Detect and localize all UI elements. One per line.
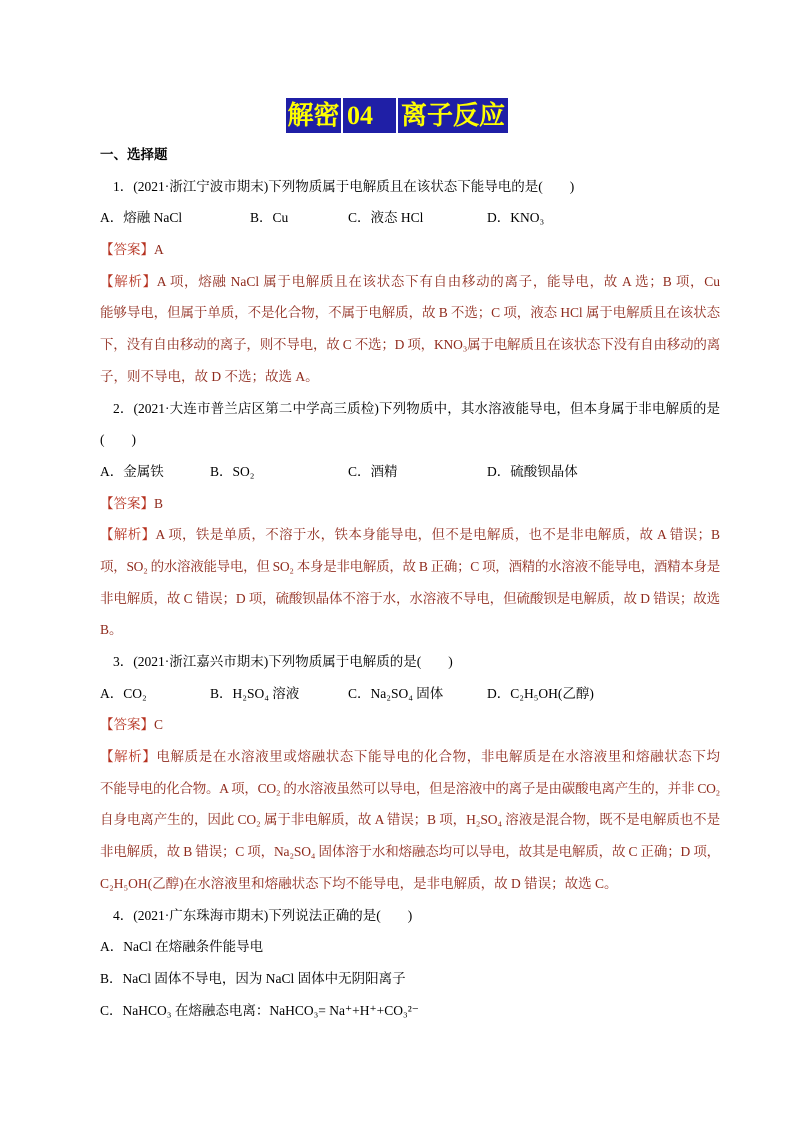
question-3-option-c: C．Na₂SO₄ 固体: [348, 685, 444, 701]
question-1-options: [100, 202, 720, 234]
answer-label: 【答案】: [100, 717, 154, 733]
question-3-option-b: B．H₂SO₄ 溶液: [210, 685, 300, 701]
analysis-text: A 项，铁是单质，不溶于水，铁本身能导电，但不是电解质，也不是非电解质，故 A 错误；B: [155, 527, 720, 543]
question-1-option-d: D．KNO₃: [487, 210, 545, 226]
question-2-analysis-line: 非电解质，故 C 错误；D 项，硫酸钡晶体不溶于水，水溶液不导电，但硫酸钡是电解质，故 D 错误；故选: [100, 590, 720, 606]
question-2-analysis-line: B。: [100, 622, 123, 638]
question-3-stem: 3．(2021·浙江嘉兴市期末)下列物质属于电解质的是( ): [113, 654, 453, 669]
question-3-analysis-line: C₂H₅OH(乙醇)在水溶液里和熔融状态下均不能导电，是非电解质，故 D 错误；故选 C。: [100, 875, 618, 891]
question-1-answer: [100, 234, 720, 266]
question-2-answer: [100, 488, 720, 520]
question-2-analysis-line: [100, 519, 720, 551]
question-3-option-d: D．C₂H₅OH(乙醇): [487, 685, 594, 701]
question-3-analysis-line: 不能导电的化合物。A 项，CO₂ 的水溶液虽然可以导电，但是溶液中的离子是由碳酸电离产生的，并非 CO₂: [100, 780, 720, 796]
question-2-stem-blank: ( ): [100, 432, 136, 448]
analysis-label: 【解析】: [100, 749, 157, 765]
question-3-analysis-line: 自身电离产生的，因此 CO₂ 属于非电解质，故 A 错误；B 项，H₂SO₄ 溶液是混合物，既不是电解质也不是: [100, 812, 720, 828]
question-1-analysis-line: [100, 266, 720, 298]
analysis-label: 【解析】: [100, 527, 156, 543]
analysis-text: A 项，熔融 NaCl 属于电解质且在该状态下有自由移动的离子，能导电，故 A 选；B 项，Cu: [156, 273, 720, 289]
answer-value: B: [154, 495, 164, 511]
page-title-banner: [286, 98, 508, 133]
question-section: [100, 139, 720, 1026]
question-3-answer: [100, 709, 720, 741]
question-2-option-d: D．硫酸钡晶体: [487, 463, 578, 479]
question-1-option-b: B．Cu: [250, 210, 289, 226]
answer-label: 【答案】: [100, 242, 154, 258]
question-3-analysis-line: [100, 741, 720, 773]
question-3-options: [100, 678, 720, 710]
question-1-analysis-line: 子，则不导电，故 D 不选；故选 A。: [100, 368, 319, 384]
answer-value: C: [154, 717, 164, 733]
question-3-option-a: A．CO₂: [100, 685, 147, 701]
question-1-option-c: C．液态 HCl: [348, 210, 424, 226]
question-3-analysis-line: 非电解质，故 B 错误；C 项，Na₂SO₄ 固体溶于水和熔融态均可以导电，故其是电解质，故 C 正确；D 项，: [100, 844, 720, 860]
section-heading: 一、选择题: [100, 147, 168, 162]
question-2-option-a: A．金属铁: [100, 463, 164, 479]
answer-label: 【答案】: [100, 495, 154, 511]
question-4-option-c: C．NaHCO₃ 在熔融态电离：NaHCO₃= Na⁺+H⁺+CO₃²⁻: [100, 1002, 419, 1018]
analysis-label: 【解析】: [100, 273, 157, 289]
question-4-option-a: A．NaCl 在熔融条件能导电: [100, 939, 264, 955]
question-4-option-b: B．NaCl 固体不导电，因为 NaCl 固体中无阴阳离子: [100, 970, 406, 986]
question-2-stem: 2．(2021·大连市普兰店区第二中学高三质检)下列物质中，其水溶液能导电，但本身属于非电解质的是: [113, 400, 720, 416]
question-1-analysis-line: 下，没有自由移动的离子，则不导电，故 C 不选；D 项，KNO₃属于电解质且在该状态下没有自由移动的离: [100, 337, 720, 353]
question-2-analysis-line: 项，SO₂ 的水溶液能导电，但 SO₂ 本身是非电解质，故 B 正确；C 项，酒精的水溶液不能导电，酒精本身是: [100, 558, 720, 574]
question-2-option-b: B．SO₂: [210, 463, 255, 479]
question-1-analysis-line: 能够导电，但属于单质，不是化合物，不属于电解质，故 B 不选；C 项，液态 HCl 属于电解质且在该状态: [100, 305, 720, 321]
question-4-stem: 4．(2021·广东珠海市期末)下列说法正确的是( ): [113, 907, 413, 923]
question-1-option-a: A．熔融 NaCl: [100, 210, 183, 226]
answer-value: A: [154, 242, 164, 258]
title-prefix: 解密: [286, 98, 341, 133]
title-number: 04: [343, 98, 396, 133]
title-topic: 离子反应: [398, 98, 508, 133]
question-1-stem: 1．(2021·浙江宁波市期末)下列物质属于电解质且在该状态下能导电的是( ): [113, 178, 575, 194]
question-2-option-c: C．酒精: [348, 463, 398, 479]
question-2-options: [100, 456, 720, 488]
analysis-text: 电解质是在水溶液里或熔融状态下能导电的化合物，非电解质是在水溶液里和熔融状态下均: [156, 749, 720, 765]
